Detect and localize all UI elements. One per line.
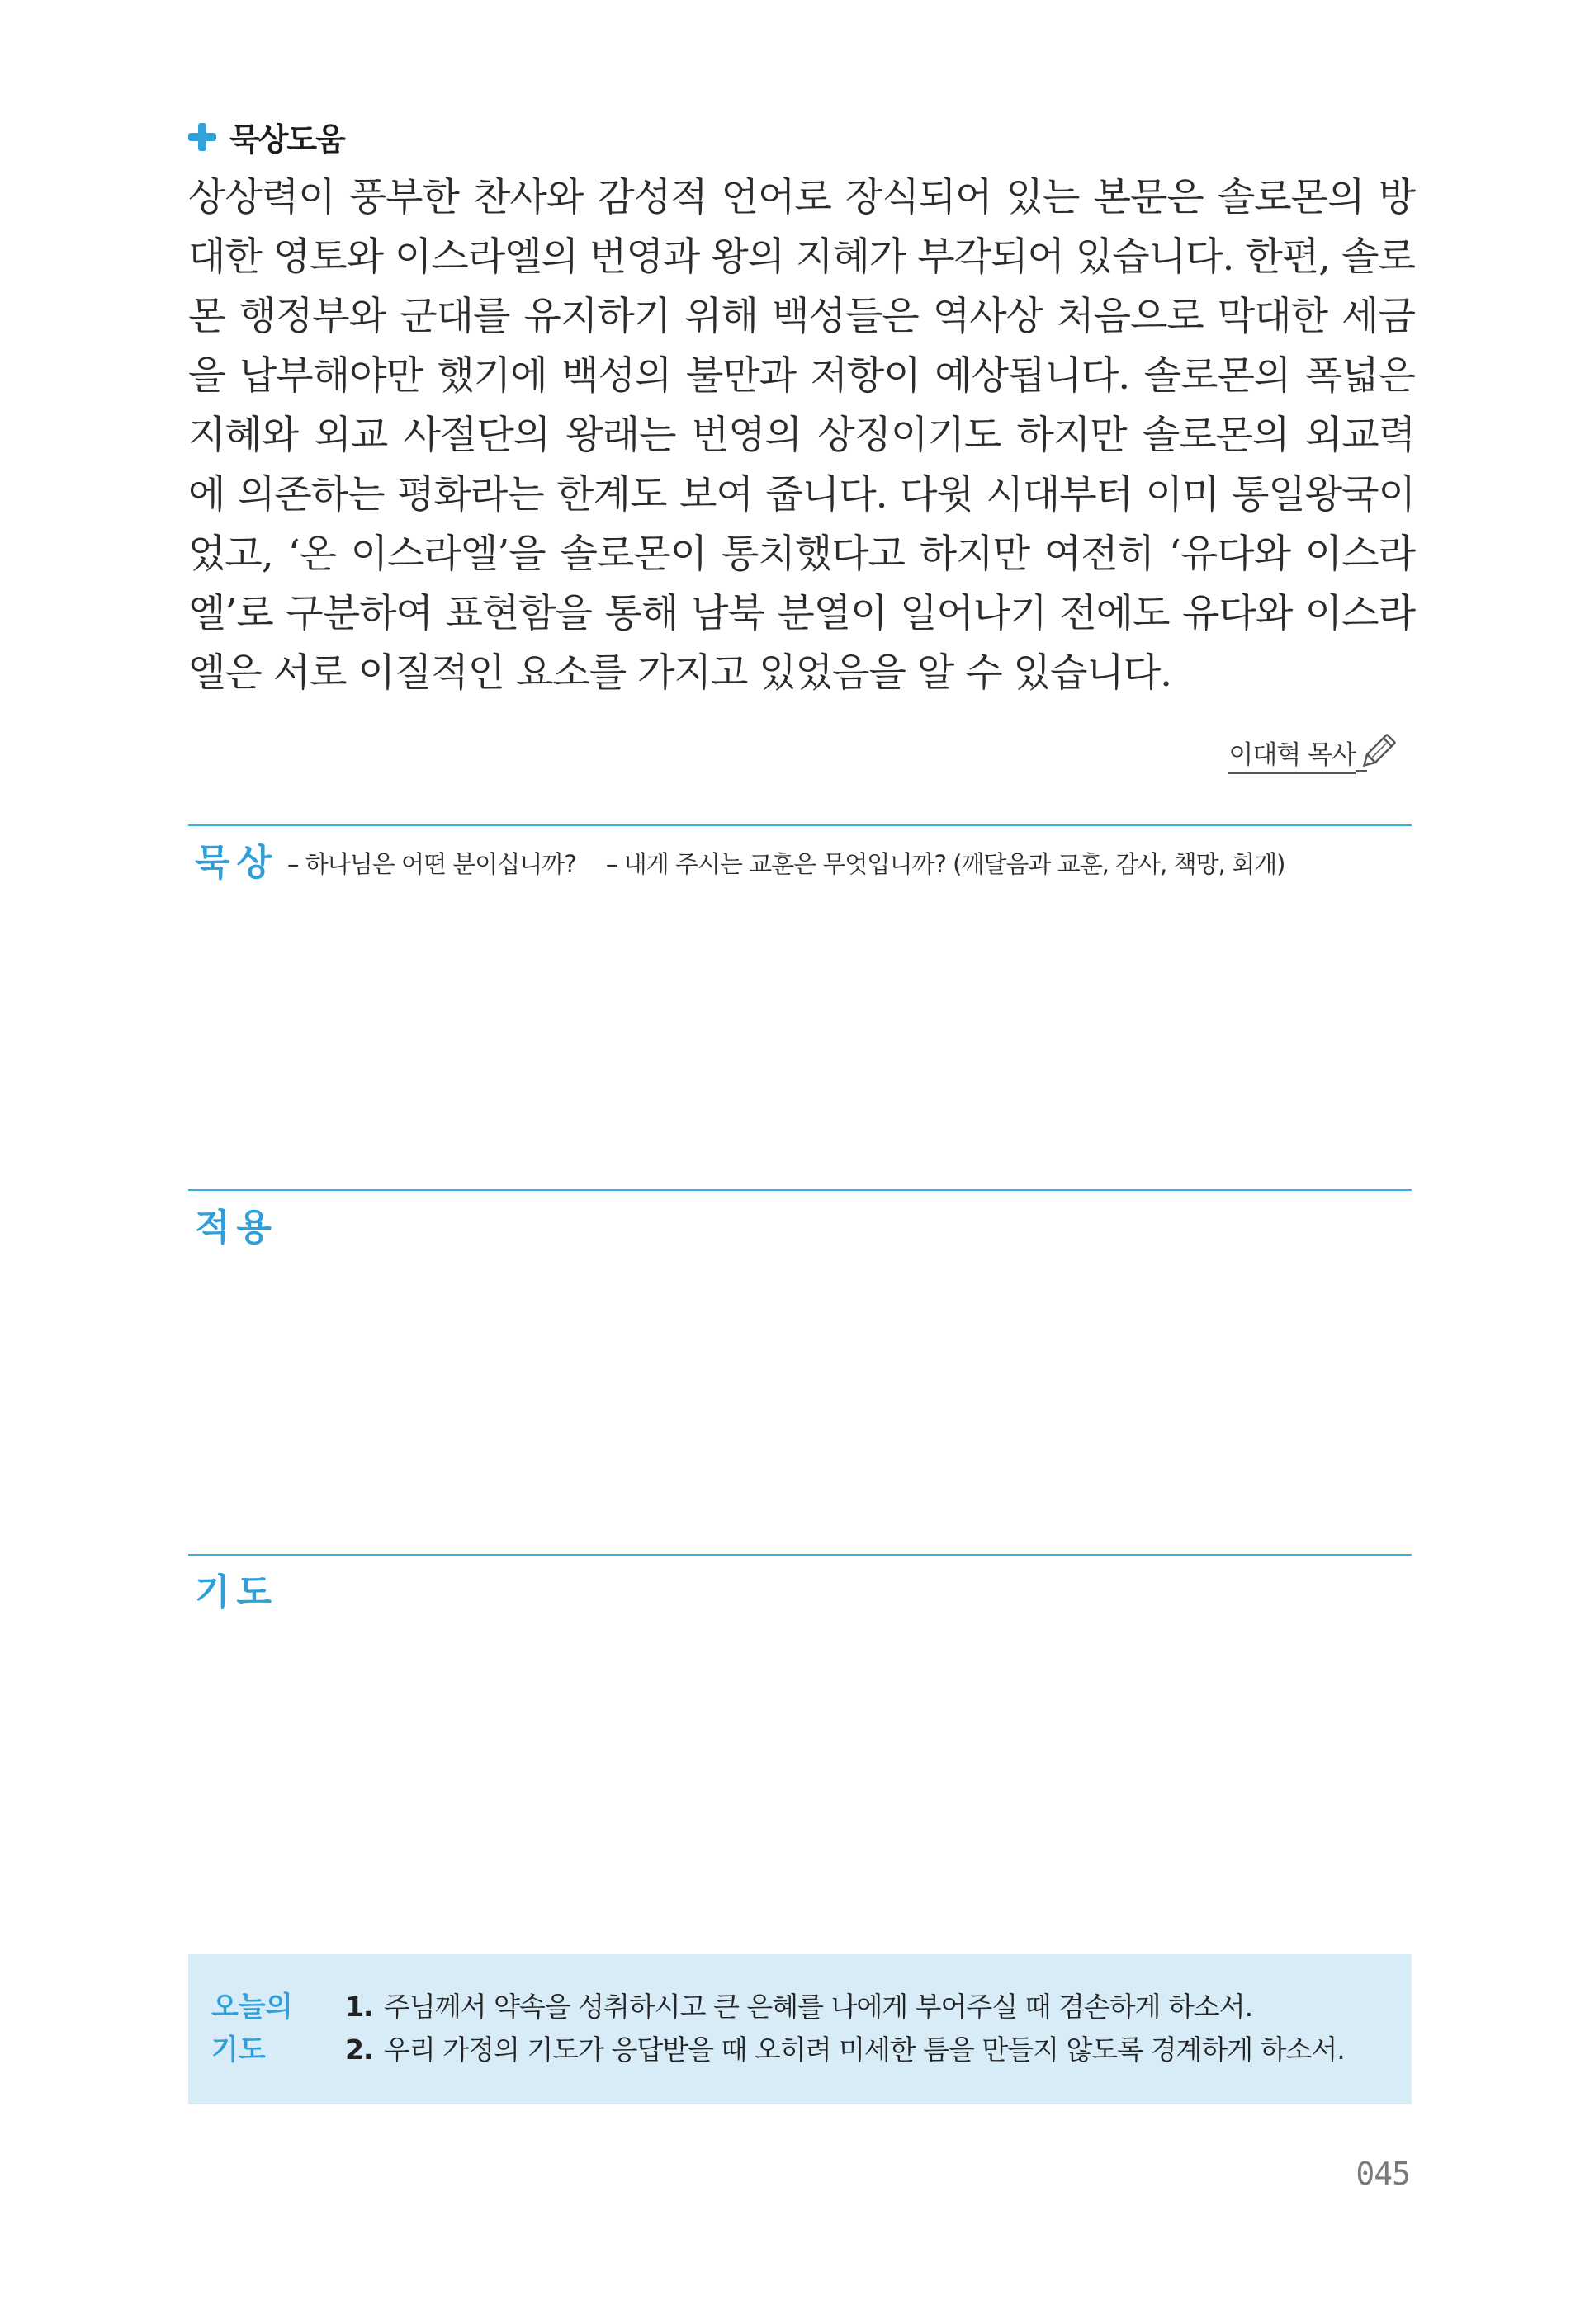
application-label: 적용: [195, 1207, 279, 1249]
todays-prayer-list: [345, 1986, 1345, 2071]
author-name: 이대혁 목사: [1228, 734, 1356, 774]
prayer-item: [345, 1986, 1345, 2029]
todays-prayer-label: [211, 1986, 310, 2071]
prayer-item: [345, 2029, 1345, 2071]
meditation-help-header: [188, 114, 344, 159]
prayer-item-text: 우리 가정의 기도가 응답받을 때 오히려 미세한 틈을 만들지 않도록 경계하게 하소서.: [384, 2034, 1345, 2066]
author-signature: [1228, 723, 1407, 774]
application-section: [188, 1189, 1412, 1554]
meditation-section: [188, 824, 1412, 1189]
meditation-prompt-1: – 하나님은 어떤 분이십니까?: [287, 850, 576, 878]
prayer-item-number: 2.: [345, 2034, 373, 2066]
meditation-help-body: 상상력이 풍부한 찬사와 감성적 언어로 장식되어 있는 본문은 솔로몬의 방대한 영토와 이스라엘의 번영과 왕의 지혜가 부각되어 있습니다. 한편, 솔로몬 행정부와 군대를 유지하기 위해 백성들은 역사상 처음으로 막대한 세금을 납부해야만 했기에 백성의 불만과 저항이 예상됩니다. 솔로몬의 폭넓은 지혜와 외교 사절단의 왕래는 번영의 상징이기도 하지만 솔로몬의 외교력에 의존하는 평화라는 한계도 보여 줍니다. 다윗 시대부터 이미 통일왕국이었고, ‘온 이스라엘’을 솔로몬이 통치했다고 하지만 여전히 ‘유다와 이스라엘’로 구분하여 표현함을 통해 남북 분열이 일어나기 전에도 유다와 이스라엘은 서로 이질적인 요소를 가지고 있었음을 알 수 있습니다.: [188, 175, 1415, 696]
plus-icon: [188, 123, 216, 151]
prayer-label: 기도: [195, 1571, 279, 1613]
prayer-section: [188, 1554, 1412, 1919]
todays-prayer-label-line2: 기도: [211, 2034, 266, 2067]
meditation-prompt-2: – 내게 주시는 교훈은 무엇입니까? (깨달음과 교훈, 감사, 책망, 회개): [605, 850, 1285, 878]
pencil-icon: [1356, 723, 1407, 774]
meditation-help-title: 묵상도움: [229, 121, 344, 158]
meditation-label: 묵상: [195, 842, 279, 884]
page-number: 045: [1356, 2156, 1410, 2192]
todays-prayer-box: [188, 1954, 1412, 2104]
prayer-item-text: 주님께서 약속을 성취하시고 큰 은혜를 나에게 부어주실 때 겸손하게 하소서.: [384, 1991, 1253, 2023]
meditation-prompts: [287, 846, 1308, 880]
prayer-item-number: 1.: [345, 1991, 373, 2023]
todays-prayer-label-line1: 오늘의: [211, 1991, 293, 2024]
